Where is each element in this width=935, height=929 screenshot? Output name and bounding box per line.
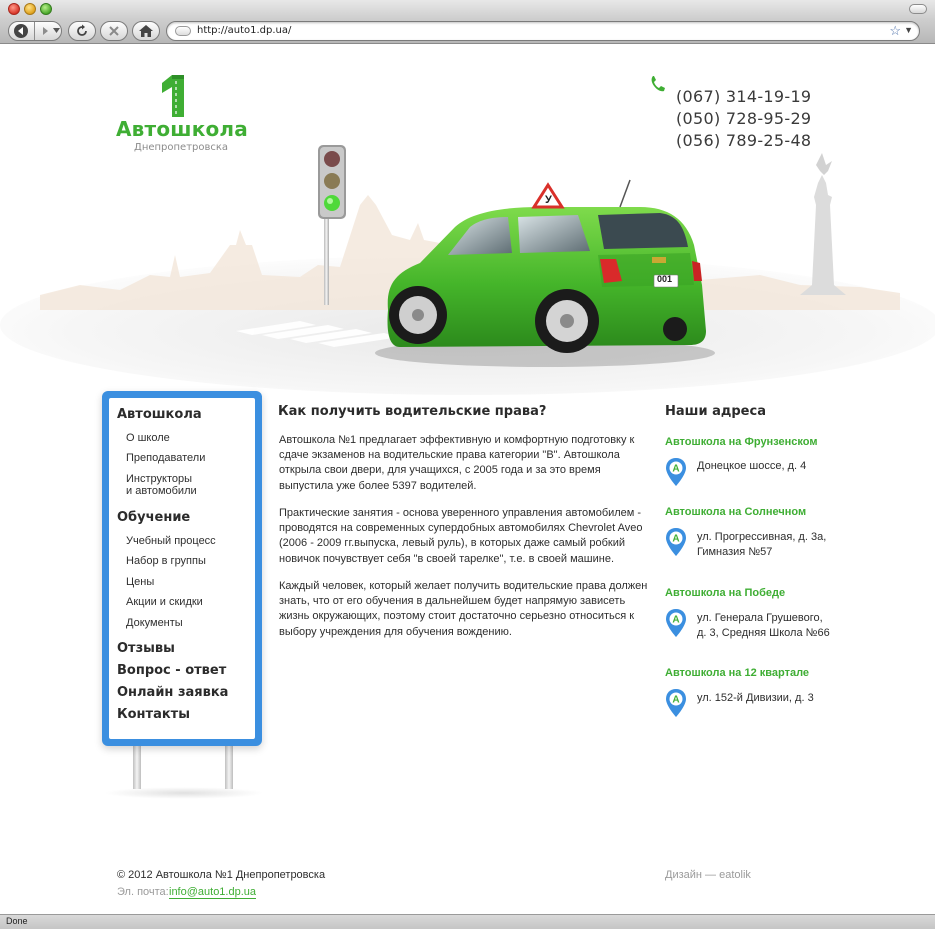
address-line: ул. Прогрессивная, д. 3а, — [697, 531, 827, 543]
bookmark-star-icon[interactable]: ☆ — [889, 23, 901, 38]
address-line: ул. 152-й Дивизии, д. 3 — [697, 692, 814, 704]
back-forward-control — [8, 21, 62, 41]
license-plate-text: 001 — [657, 274, 673, 284]
stop-icon — [108, 25, 120, 37]
browser-toolbar — [0, 18, 935, 44]
address-name-pobeda[interactable]: Автошкола на Победе — [665, 587, 786, 599]
footer-copyright: © 2012 Автошкола №1 Днепропетровска — [117, 869, 326, 881]
web-page — [0, 45, 935, 914]
footer-email-link[interactable]: info@auto1.dp.ua — [169, 886, 257, 898]
addresses-title: Наши адреса — [665, 404, 766, 419]
article-paragraph: Автошкола №1 предлагает эффективную и комфортную подготовку к сдаче экзаменов на водительские права категории "В". Автошкола открыла свои двери, для учащихся, с 2005 года и за это время выпустила уже более 5397 водителей. — [279, 434, 635, 492]
phone-number[interactable]: (050) 728-95-29 — [676, 109, 812, 128]
sign-shadow — [104, 787, 264, 799]
title-bar — [0, 0, 935, 18]
article-paragraph: Практические занятия - основа уверенного управления автомобилем - проводятся на современных супердобных автомобилях Chevrolet Aveo (2006 - 2009 гг.выпуска, левый руль), в которых даже самый робкий новичок почувствует себя "в своей тарелке", т.е. в своей машине. — [279, 507, 643, 565]
sign-post-right — [225, 745, 233, 789]
article-paragraph: Каждый человек, который желает получить водительские права должен знать, что от его обучения в дальнейшем будет напрямую зависеть жизнь окружающих, поэтому стоит достаточно серьезно относиться к выбору учреждения для обучения вождению. — [279, 580, 648, 638]
address-bar[interactable] — [166, 21, 920, 41]
map-pin-icon[interactable] — [665, 527, 687, 557]
sign-post-left — [133, 745, 141, 789]
hero-illustration — [0, 135, 935, 395]
menu-item-about[interactable]: О школе — [126, 432, 170, 444]
logo-number-one-icon — [158, 73, 188, 117]
address-name-solnechny[interactable]: Автошкола на Солнечном — [665, 506, 807, 518]
toolbar-toggle-button[interactable] — [909, 4, 927, 14]
reload-icon — [75, 24, 89, 38]
address-name-12-kvartal[interactable]: Автошкола на 12 квартале — [665, 667, 810, 679]
status-text: Done — [6, 916, 28, 926]
address-line: Гимназия №57 — [697, 546, 773, 558]
menu-item-prices[interactable]: Цены — [126, 576, 155, 588]
footer-designer-credit[interactable]: Дизайн — eatolik — [665, 869, 751, 881]
menu-item-instructors-line2[interactable]: и автомобили — [126, 485, 197, 497]
article-title: Как получить водительские права? — [278, 404, 547, 419]
stop-button[interactable] — [100, 21, 128, 41]
url-text[interactable]: http://auto1.dp.ua/ — [197, 25, 292, 36]
history-dropdown-icon[interactable] — [53, 28, 60, 34]
logo-brand-text: Автошкола — [116, 117, 248, 141]
forward-arrow-icon[interactable] — [38, 23, 54, 39]
menu-item-teachers[interactable]: Преподаватели — [126, 452, 206, 464]
zoom-window-button[interactable] — [40, 3, 52, 15]
menu-item-groups[interactable]: Набор в группы — [126, 555, 206, 567]
address-line: ул. Генерала Грушевого, — [697, 612, 823, 624]
address-name-frunzensky[interactable]: Автошкола на Фрунзенском — [665, 436, 818, 448]
pin-letter: A — [672, 694, 680, 706]
menu-item-instructors[interactable]: Инструкторы — [126, 473, 193, 485]
roof-sign-letter: У — [545, 194, 552, 206]
url-dropdown-icon[interactable]: ▼ — [904, 25, 913, 35]
menu-section-autoschool[interactable]: Автошкола — [117, 407, 202, 422]
menu-link-contacts[interactable]: Контакты — [117, 707, 190, 722]
logo-city-text: Днепропетровска — [134, 142, 229, 153]
menu-link-reviews[interactable]: Отзывы — [117, 641, 175, 656]
pin-letter: A — [672, 533, 680, 545]
page-favicon — [175, 26, 191, 36]
status-bar — [0, 914, 935, 929]
nav-divider — [34, 22, 35, 40]
phone-icon — [648, 73, 670, 95]
back-arrow-icon[interactable] — [12, 23, 30, 39]
address-line: Донецкое шоссе, д. 4 — [697, 460, 807, 472]
phone-number[interactable]: (067) 314-19-19 — [676, 87, 812, 106]
minimize-window-button[interactable] — [24, 3, 36, 15]
menu-item-documents[interactable]: Документы — [126, 617, 183, 629]
menu-section-training[interactable]: Обучение — [117, 510, 191, 525]
menu-item-discounts[interactable]: Акции и скидки — [126, 596, 203, 608]
pin-letter: A — [672, 614, 680, 626]
map-pin-icon[interactable] — [665, 457, 687, 487]
map-pin-icon[interactable] — [665, 608, 687, 638]
menu-link-faq[interactable]: Вопрос - ответ — [117, 663, 227, 678]
phone-number[interactable]: (056) 789-25-48 — [676, 131, 812, 150]
close-window-button[interactable] — [8, 3, 20, 15]
footer-email-label: Эл. почта: — [117, 886, 169, 898]
map-pin-icon[interactable] — [665, 688, 687, 718]
menu-item-process[interactable]: Учебный процесс — [126, 535, 216, 547]
home-icon — [139, 25, 153, 37]
menu-link-online-application[interactable]: Онлайн заявка — [117, 685, 229, 700]
reload-button[interactable] — [68, 21, 96, 41]
home-button[interactable] — [132, 21, 160, 41]
pin-letter: A — [672, 463, 680, 475]
address-line: д. 3, Средняя Школа №66 — [697, 627, 830, 639]
